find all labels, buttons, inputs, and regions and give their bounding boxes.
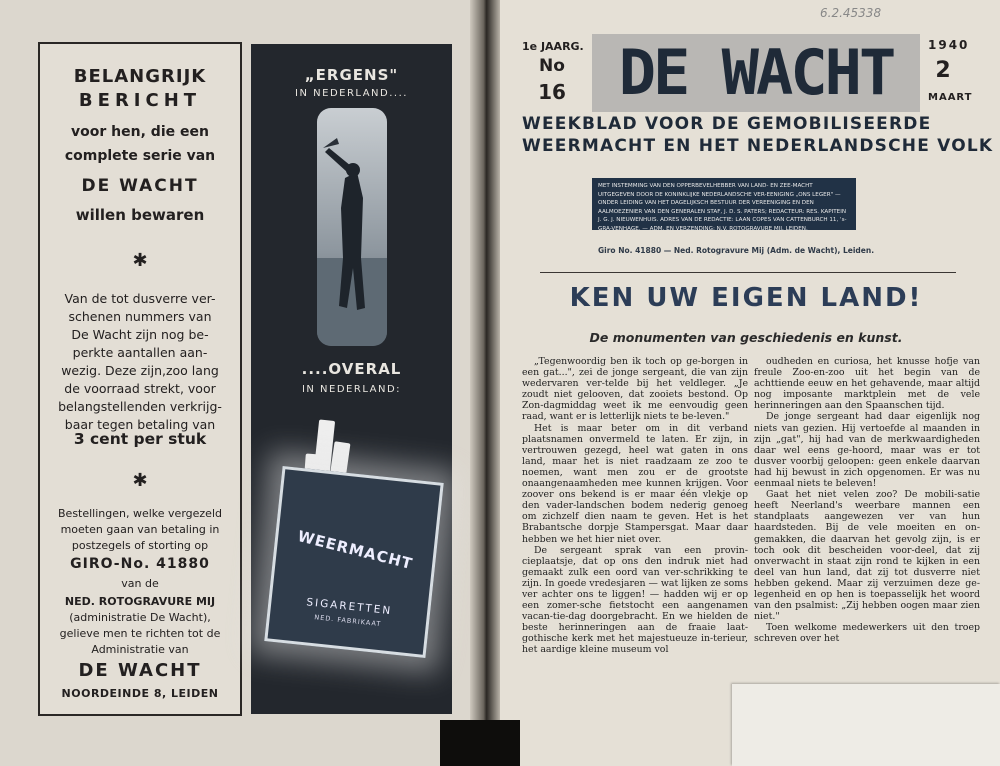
paragraph: Het is maar beter om in dit verband plaatsnamen onvermeld te laten. Er zijn, in vertrouwen gezegd, heel wat gaten in ons land, maar het is niet raadzaam ze zoo te noemen, want men zou er de grootste onaangenaamheden mee kunnen krijgen. Voor zoover ons bekend is er maar één vlekje op den vader-landschen bodem nederig genoeg om zichzelf dien naam te geven. Het is het Brabantsche dorpje Stampersgat. Maar daar hebben we het hier niet over.: [522, 422, 748, 545]
paragraph: Toen welkome medewerkers uit den troep schreven over het: [754, 622, 980, 645]
subtitle-line-2: WEERMACHT EN HET NEDERLANDSCHE VOLK: [522, 136, 994, 156]
article-column-2: [754, 356, 980, 684]
notice-order: Bestellingen, welke vergezeld moeten gaan van betaling in postzegels of storting op: [58, 507, 222, 552]
notice-address: NOORDEINDE 8, LEIDEN: [61, 687, 219, 700]
notice-title: BELANGRIJK: [73, 66, 207, 87]
soldier-illustration: [317, 108, 387, 346]
right-page: [492, 0, 1000, 766]
giro-line: Giro No. 41880 — Ned. Rotogravure Mij (Adm. de Wacht), Leiden.: [598, 246, 875, 255]
article-dek: De monumenten van geschiedenis en kunst.: [589, 330, 903, 345]
book-spine: [470, 0, 500, 766]
cigarette-pack: [264, 466, 444, 658]
notice-box: [38, 42, 242, 716]
subtitle-line-1: WEEKBLAD VOOR DE GEMOBILISEERDE: [522, 114, 932, 134]
pack-brand: WEERMACHT: [295, 527, 415, 574]
notice-footer-brand: DE WACHT: [78, 660, 202, 681]
cigarette-advertisement: [251, 44, 452, 714]
notice-price: 3 cent per stuk: [73, 430, 207, 448]
notice-line: willen bewaren: [75, 206, 205, 224]
volume-label: 1e JAARG.: [522, 40, 584, 53]
ad-subline: IN NEDERLAND....: [295, 88, 408, 99]
divider: [540, 272, 956, 273]
ad-subline-2: IN NEDERLAND:: [301, 384, 402, 395]
paragraph: De sergeant sprak van een provin-cieplaatsje, dat op ons den indruk niet had gemaakt zulk een oord van ver-schrikking te zijn. In goede vredesjaren — wat lijken ze soms ver achter ons te liggen! — hadden wij er op een zomer-sche fietstocht een aangenamen vacan-tie-dag doorgebracht. En we hielden de beste herinneringen aan de fraaie laat-gothische kerk met het majestueuze in-terieur, het aardige kleine museum vol: [522, 544, 748, 656]
issue-month: MAART: [928, 92, 973, 103]
ad-headline: „ERGENS": [304, 66, 399, 84]
article-column-1: [522, 356, 748, 716]
paragraph: Gaat het niet velen zoo? De mobili-satie heeft Neerland's weerbare mannen een standplaats aangewezen ver van hun haardsteden. Bij de vele moeiten en on-gemakken, die daarvan het gevolg zijn, is er toch ook dit bescheiden voor-deel, dat zij onverwacht in staat zijn rond te kijken in een deel van hun land, dat zij tot dusverre niet hebben gekend. Maar zij verzuimen deze ge-legenheid en op hen is toepasselijk het woord van den psalmist: „Zij hebben oogen maar zien niet.": [754, 489, 980, 623]
pack-product: SIGARETTEN: [305, 596, 393, 618]
masthead: DE WACHT: [592, 34, 920, 112]
left-page: [0, 0, 478, 766]
paragraph: „Tegenwoordig ben ik toch op ge-borgen in een gat...", zei de jonge sergeant, die van zijn wedervaren ver-telde bij het veldleger. „Je zoudt niet gelooven, dat zooiets bestond. Op Zon-dagmiddag weet ik me eenvoudig geen raad, want er is letterlijk niets te be-leven.": [522, 356, 748, 423]
ad-headline-2: ....OVERAL: [301, 360, 402, 378]
paragraph: De jonge sergeant had daar eigenlijk nog niets van gezien. Hij vertoefde al maanden in zijn „gat", hij had van de merkwaardigheden daar wel eens ge-hoord, maar was er tot dusver voorbij geloopen: geen enkele daarvan had hij bewust in zich opgenomen. Er was nu eenmaal niets te beleven!: [754, 411, 980, 490]
star-icon: ✱: [132, 250, 148, 271]
notice-line: complete serie van: [64, 148, 216, 164]
book-spine-shadow: [440, 720, 520, 766]
notice-title-2: BERICHT: [78, 90, 202, 111]
notice-of: van de: [121, 577, 159, 590]
notice-line: voor hen, die een: [71, 124, 209, 140]
issue-day: 2: [935, 58, 951, 83]
notice-body: Van de tot dusverre ver- schenen nummers van De Wacht zijn nog be- perkte aantallen aan- wezig. Deze zijn,zoo lang de voorraad strekt, voor belangstellenden verkrijg- baar tegen betaling van: [58, 291, 222, 432]
issue-number: 16: [538, 80, 566, 104]
notice-giro: GIRO-No. 41880: [70, 556, 210, 572]
pack-origin: NED. FABRIKAAT: [313, 613, 382, 629]
star-icon: ✱: [132, 470, 148, 491]
publisher-info-box: MET INSTEMMING VAN DEN OPPERBEVELHEBBER VAN LAND- EN ZEE-MACHT UITGEGEVEN DOOR DE KONINKLIJKE NEDERLANDSCHE VER-EENIGING „ONS LEGER" — ONDER LEIDING VAN HET DAGELIJKSCH BESTUUR DER VEREENIGING EN DEN AALMOEZENIER VAN DEN GENERALEN STAF, J. D. S. PATERS; REDACTEUR: RES. KAPITEIN J. G. J. NIEUWENHUIS. ADRES VAN DE REDACTIE: LAAN COPES VAN CATTENBURCH 11, 's-GRA-VENHAGE. — ADM. EN VERZENDING: N.V. ROTOGRAVURE MIJ, LEIDEN.: [592, 178, 856, 230]
article-headline: KEN UW EIGEN LAND!: [569, 283, 923, 313]
archive-mark: 6.2.45338: [820, 6, 882, 20]
overlapping-paper: [732, 684, 1000, 766]
notice-brand: DE WACHT: [81, 176, 199, 196]
paragraph: oudheden en curiosa, het knusse hofje van freule Zoo-en-zoo uit het begin van de achttiende eeuw en het gehavende, maar altijd nog imposante marktplein met de vele herinneringen aan den Spaanschen tijd.: [754, 356, 980, 412]
issue-year: 1940: [928, 38, 970, 52]
number-label: No: [539, 56, 565, 76]
notice-publisher: NED. ROTOGRAVURE MIJ (administratie De Wacht), gelieve men te richten tot de Administratie van: [59, 595, 221, 656]
